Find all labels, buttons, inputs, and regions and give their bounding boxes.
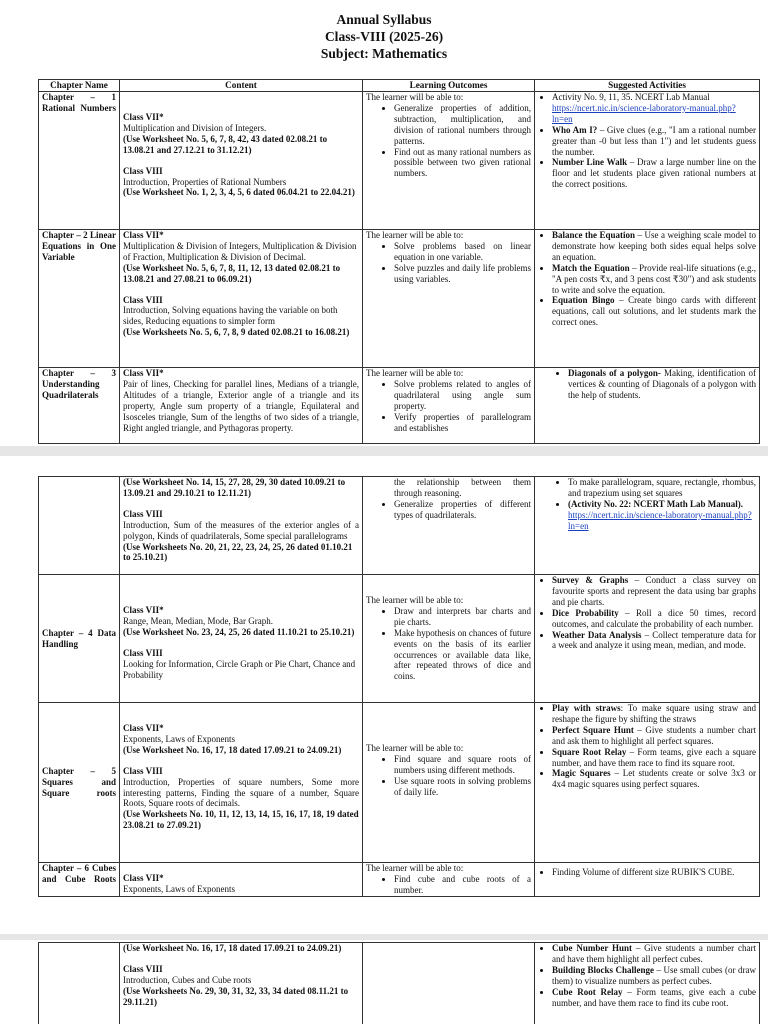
activities-cell (535, 943, 760, 1024)
content-cell: Class VII* Multiplication & Division of Integers, Multiplication & Division of Fraction, Multiplication & Division of Decimal. (Use Worksheet No. 5, 6, 7, 8, 11, 12, 13 dated 02.08.21 to 13.08.21 and 27.08.21 to 06.09.21) Class VIII Introduction, Solving equations having the variable on both sides, Reducing equations to simpler form (Use Worksheets No. 5, 6, 7, 8, 9 dated 02.08.21 to 16.08.21) (120, 230, 363, 368)
outcome-item: • Find out as many rational numbers as possible between two given rational numbers. (394, 147, 531, 180)
activity-item: • Survey & Graphs – Conduct a class survey on favourite sports and represent the data using bar graphs and pie charts. (552, 575, 756, 608)
activity-item: • Building Blocks Challenge – Use small cubes (or draw them) to visualize numbers as perfect cubes. (552, 965, 756, 987)
page-1 (0, 0, 768, 446)
learning-outcomes-cell (363, 477, 535, 575)
chapter-name: Chapter – 3 Understanding Quadrilaterals (39, 368, 120, 444)
content-cell: Class VII* Pair of lines, Checking for parallel lines, Medians of a triangle, Altitudes of a triangle, Exterior angle of a triangle and its property, Angle sum property of a triangle, Equilateral and Isosceles triangle, Sum of the lengths of two sides of a triangle, Right angled triangle, and Pythagoras property. (120, 368, 363, 444)
chapter-row-2 (39, 230, 760, 368)
activity-item: • Dice Probability – Roll a dice 50 times, record outcomes, and calculate the probability of each number. (552, 608, 756, 630)
activities-cell (535, 575, 760, 703)
chapter-name-empty (39, 477, 120, 575)
document-subject: Subject: Mathematics (320, 46, 448, 61)
content-cell: (Use Worksheet No. 14, 15, 27, 28, 29, 30 dated 10.09.21 to 13.09.21 and 29.10.21 to 12.11.21) Class VIII Introduction, Sum of the measures of the exterior angles of a polygon, Kinds of quadrilaterals, Some special parallelograms (Use Worksheets No. 20, 21, 22, 23, 24, 25, 26 dated 01.10.21 to 25.10.21) (120, 477, 363, 575)
chapter-row-6 (39, 863, 760, 897)
learning-outcomes-cell: The learner will be able to: • Generalize properties of addition, subtraction, multiplication, and division of rational numbers through patterns. • Find out as many rational numbers as possible between two given rational numbers. (363, 92, 535, 230)
activity-item: • To make parallelogram, square, rectangle, rhombus, and trapezium using set squares (568, 477, 756, 499)
activities-cell (535, 92, 760, 230)
activity-item: • Magic Squares – Let students create or solve 3x3 or 4x4 magic squares using perfect squares. (552, 768, 756, 790)
page-3 (0, 940, 768, 1024)
chapter-name: Chapter – 2 Linear Equations in One Variable (39, 230, 120, 368)
chapter-row-4 (39, 575, 760, 703)
chapter-row-6-continued (39, 943, 760, 1024)
activity-item: • (Activity No. 22: NCERT Math Lab Manual). https://ncert.nic.in/science-laboratory-manual.php?ln=en (568, 499, 756, 532)
outcome-item: • Use square roots in solving problems of daily life. (394, 776, 531, 798)
activity-item: • Play with straws: To make square using straw and reshape the figure by shifting the straws (552, 703, 756, 725)
activities-cell (535, 703, 760, 863)
activity-item: • Cube Number Hunt – Give students a number chart and have them highlight all perfect cubes. (552, 943, 756, 965)
outcome-item: • Generalize properties of addition, subtraction, multiplication, and division of rational numbers through patterns. (394, 103, 531, 147)
chapter-name: Chapter – 5 Squares and Square roots (39, 703, 120, 863)
document-title: Annual Syllabus (336, 12, 432, 27)
activities-cell (535, 368, 760, 444)
outcome-item: • Solve puzzles and daily life problems using variables. (394, 263, 531, 285)
column-header-activities: Suggested Activities (535, 80, 760, 92)
activity-item: • Equation Bingo – Create bingo cards with different equations, call out solutions, and let students mark the correct ones. (552, 295, 756, 328)
chapter-name: Chapter – 6 Cubes and Cube Roots (39, 863, 120, 897)
document-class: Class-VIII (2025-26) (324, 29, 444, 44)
chapter-row-3-continued (39, 477, 760, 575)
activity-item: • Number Line Walk – Draw a large number line on the floor and let students place given rational numbers at the correct positions. (552, 157, 756, 190)
activity-item: • Balance the Equation – Use a weighing scale model to demonstrate how keeping both sides equal helps solve an equation. (552, 230, 756, 263)
activity-item: • Finding Volume of different size RUBIK'S CUBE. (552, 867, 756, 878)
content-cell: (Use Worksheet No. 16, 17, 18 dated 17.09.21 to 24.09.21) Class VIII Introduction, Cubes and Cube roots (Use Worksheets No. 29, 30, 31, 32, 33, 34 dated 08.11.21 to 29.11.21) (120, 943, 363, 1024)
outcome-item: • Generalize properties of different types of quadrilaterals. (394, 499, 531, 521)
syllabus-table-part-3 (38, 942, 760, 1024)
learning-outcomes-cell: The learner will be able to: • Draw and interprets bar charts and pie charts. • Make hypothesis on chances of future events on the basis of its earlier occurrences or available data like, after repeated throws of dice and coins. (363, 575, 535, 703)
column-header-content: Content (120, 80, 363, 92)
content-cell: Class VII* Multiplication and Division of Integers. (Use Worksheet No. 5, 6, 7, 8, 42, 43 dated 02.08.21 to 13.08.21 and 27.12.21 to 31.12.21) Class VIII Introduction, Properties of Rational Numbers (Use Worksheet No. 1, 2, 3, 4, 5, 6 dated 06.04.21 to 22.04.21) (120, 92, 363, 230)
column-header-chapter: Chapter Name (39, 80, 120, 92)
column-header-outcomes: Learning Outcomes (363, 80, 535, 92)
activity-item: • Cube Root Relay – Form teams, give each a cube number, and have them race to find its cube root. (552, 987, 756, 1009)
outcome-item: • Find square and square roots of numbers using different methods. (394, 754, 531, 776)
activity-item: • Activity No. 9, 11, 35. NCERT Lab Manual https://ncert.nic.in/science-laboratory-manual.php?ln=en (552, 92, 756, 125)
learning-outcomes-cell: The learner will be able to: • Solve problems related to angles of quadrilateral using angle sum property. • Verify properties of parallelogram and establishes (363, 368, 535, 444)
activities-cell (535, 477, 760, 575)
page-2 (0, 456, 768, 934)
activity-item: • Match the Equation – Provide real-life situations (e.g., "A pen costs ₹x, and 3 pens cost ₹30") and ask students to write and solve the equation. (552, 263, 756, 296)
chapter-row-1 (39, 92, 760, 230)
activity-item: • Perfect Square Hunt – Give students a number chart and ask them to highlight all perfect squares. (552, 725, 756, 747)
learning-outcomes-cell (363, 943, 535, 1024)
chapter-name: Chapter – 1 Rational Numbers (39, 92, 120, 230)
content-cell: Class VII* Exponents, Laws of Exponents (Use Worksheet No. 16, 17, 18 dated 17.09.21 to 24.09.21) Class VIII Introduction, Properties of square numbers, Some more interesting patterns, Finding the square of a number, Square Roots, Square roots of decimals. (Use Worksheets No. 10, 11, 12, 13, 14, 15, 16, 17, 18, 19 dated 23.08.21 to 27.09.21) (120, 703, 363, 863)
ncert-lab-manual-link[interactable]: https://ncert.nic.in/science-laboratory-manual.php?ln=en (568, 509, 752, 531)
outcome-item: • Find cube and cube roots of a number. (394, 874, 531, 896)
chapter-name-empty (39, 943, 120, 1024)
chapter-row-5 (39, 703, 760, 863)
learning-outcomes-cell: The learner will be able to: • Find cube and cube roots of a number. (363, 863, 535, 897)
document-header (0, 0, 768, 62)
activity-item: • Who Am I? – Give clues (e.g., "I am a rational number greater than -0 but less than 1") and let students guess the number. (552, 125, 756, 158)
learning-outcomes-cell: The learner will be able to: • Find square and square roots of numbers using different methods. • Use square roots in solving problems of daily life. (363, 703, 535, 863)
chapter-name: Chapter – 4 Data Handling (39, 575, 120, 703)
outcome-item: • Make hypothesis on chances of future events on the basis of its earlier occurrences or available data like, after repeated throws of dice and coins. (394, 628, 531, 683)
activities-cell (535, 230, 760, 368)
activities-cell (535, 863, 760, 897)
syllabus-table-part-2 (38, 476, 760, 897)
outcome-item: the relationship between them through reasoning. (394, 477, 531, 498)
outcome-item: • Verify properties of parallelogram and establishes (394, 412, 531, 434)
activity-item: • Square Root Relay – Form teams, give each a square number, and have them race to find its square root. (552, 747, 756, 769)
outcome-item: • Draw and interprets bar charts and pie charts. (394, 606, 531, 628)
activity-item: • Diagonals of a polygon- Making, identification of vertices & counting of Diagonals of a polygon with the help of students. (568, 368, 756, 401)
content-cell: Class VII* Range, Mean, Median, Mode, Bar Graph. (Use Worksheet No. 23, 24, 25, 26 dated 11.10.21 to 25.10.21) Class VIII Looking for Information, Circle Graph or Pie Chart, Chance and Probability (120, 575, 363, 703)
activity-item: • Weather Data Analysis – Collect temperature data for a week and analyze it using mean, median, and mode. (552, 630, 756, 652)
chapter-row-3 (39, 368, 760, 444)
learning-outcomes-cell: The learner will be able to: • Solve problems based on linear equation in one variable. • Solve puzzles and daily life problems using variables. (363, 230, 535, 368)
outcome-item: • Solve problems related to angles of quadrilateral using angle sum property. (394, 379, 531, 412)
ncert-lab-manual-link[interactable]: https://ncert.nic.in/science-laboratory-manual.php?ln=en (552, 102, 736, 124)
outcome-item: • Solve problems based on linear equation in one variable. (394, 241, 531, 263)
syllabus-table-part-1 (38, 79, 760, 444)
content-cell: Class VII* Exponents, Laws of Exponents (120, 863, 363, 897)
table-header-row (39, 80, 760, 92)
